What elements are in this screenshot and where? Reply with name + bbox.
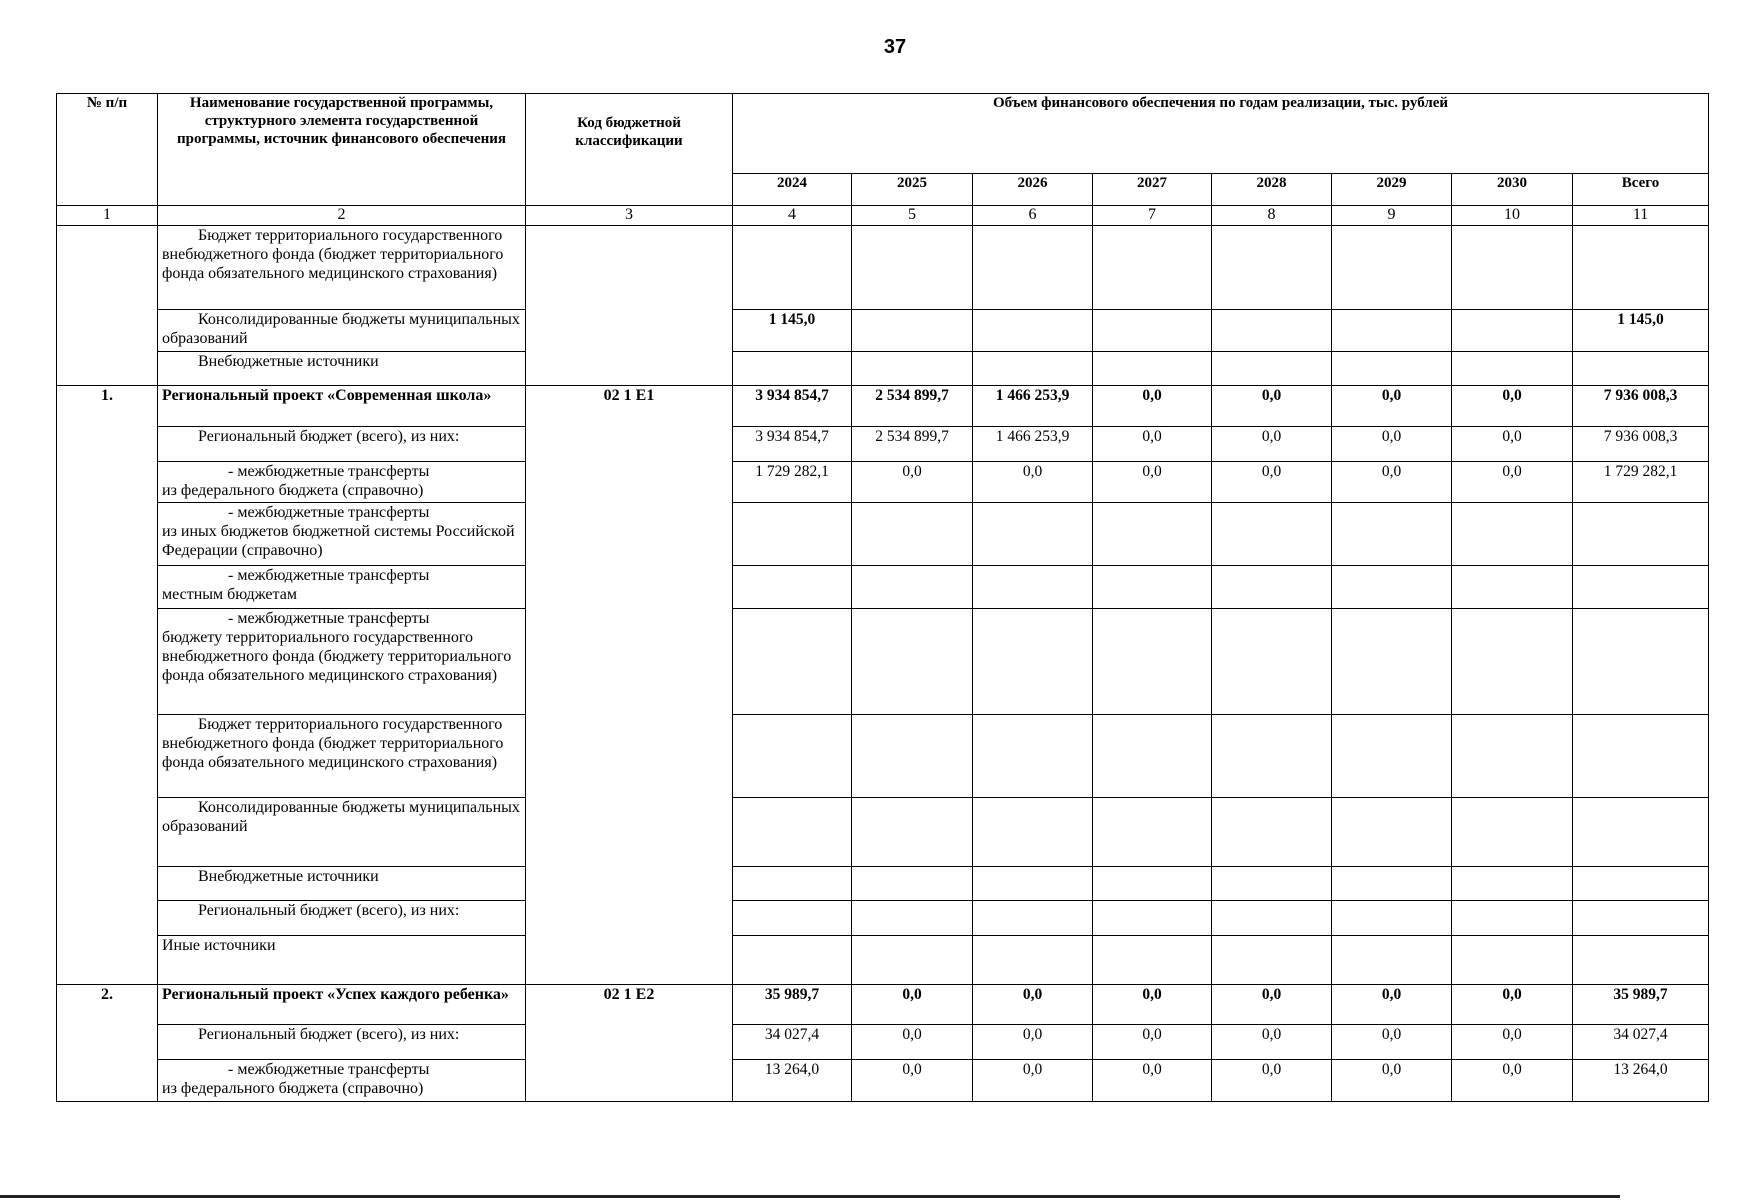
table-row — [57, 715, 1709, 798]
value-cell — [1332, 503, 1452, 566]
value-cell — [1573, 351, 1709, 386]
source-name: Консолидированные бюджеты муниципальных образований — [158, 309, 526, 351]
value-cell — [1093, 609, 1212, 715]
column-number: 5 — [852, 205, 973, 225]
value-cell — [973, 503, 1093, 566]
value-cell — [1212, 798, 1332, 866]
value-cell: 0,0 — [1093, 1060, 1212, 1102]
total-header: Всего — [1573, 174, 1709, 206]
value-cell: 1 145,0 — [733, 309, 852, 351]
value-cell — [1332, 715, 1452, 798]
source-name: Региональный бюджет (всего), из них: — [158, 901, 526, 936]
value-cell: 0,0 — [852, 1060, 973, 1102]
value-cell — [852, 503, 973, 566]
table-row — [57, 609, 1709, 715]
value-cell — [852, 566, 973, 609]
value-cell — [1212, 503, 1332, 566]
year-header: 2030 — [1452, 174, 1573, 206]
year-header: 2024 — [733, 174, 852, 206]
row-number-cell — [57, 226, 158, 386]
value-cell — [1452, 866, 1573, 901]
value-cell: 2 534 899,7 — [852, 386, 973, 427]
value-cell: 1 729 282,1 — [1573, 461, 1709, 503]
value-cell — [1573, 715, 1709, 798]
project-title: Региональный проект «Современная школа» — [158, 386, 526, 427]
value-cell — [852, 935, 973, 984]
source-name: Региональный бюджет (всего), из них: — [158, 1025, 526, 1060]
value-cell — [1573, 935, 1709, 984]
value-cell — [733, 566, 852, 609]
source-name: - межбюджетные трансферты бюджету территориального государственного внебюджетного фонда (бюджету территориального фонда обязательного медицинского страхования) — [158, 609, 526, 715]
value-cell: 34 027,4 — [1573, 1025, 1709, 1060]
value-cell — [1093, 566, 1212, 609]
col-code-header: Код бюджетной классификации — [526, 94, 733, 206]
value-cell — [852, 609, 973, 715]
value-cell — [973, 566, 1093, 609]
page-number: 37 — [883, 36, 907, 58]
value-cell — [1452, 798, 1573, 866]
value-cell: 7 936 008,3 — [1573, 426, 1709, 461]
col-num-header: № п/п — [57, 94, 158, 206]
value-cell: 3 934 854,7 — [733, 386, 852, 427]
value-cell — [733, 798, 852, 866]
year-header: 2025 — [852, 174, 973, 206]
value-cell — [852, 901, 973, 936]
value-cell: 0,0 — [1212, 1025, 1332, 1060]
value-cell: 0,0 — [1332, 386, 1452, 427]
section-number: 1. — [57, 386, 158, 985]
column-number: 11 — [1573, 205, 1709, 225]
value-cell: 35 989,7 — [1573, 984, 1709, 1025]
value-cell — [1212, 609, 1332, 715]
table-row — [57, 935, 1709, 984]
source-name: - межбюджетные трансферты из федерального бюджета (справочно) — [158, 461, 526, 503]
project-row — [57, 984, 1709, 1025]
value-cell: 0,0 — [1212, 1060, 1332, 1102]
value-cell — [1093, 309, 1212, 351]
value-cell: 13 264,0 — [733, 1060, 852, 1102]
value-cell: 0,0 — [973, 1060, 1093, 1102]
value-cell: 0,0 — [1212, 984, 1332, 1025]
column-number: 3 — [526, 205, 733, 225]
value-cell — [1212, 715, 1332, 798]
value-cell — [852, 866, 973, 901]
value-cell — [1332, 866, 1452, 901]
project-row — [57, 386, 1709, 427]
value-cell — [1093, 351, 1212, 386]
value-cell — [1332, 351, 1452, 386]
source-name: Иные источники — [158, 935, 526, 984]
value-cell: 0,0 — [1332, 984, 1452, 1025]
value-cell — [1332, 798, 1452, 866]
value-cell — [1573, 901, 1709, 936]
value-cell — [733, 609, 852, 715]
value-cell — [1093, 715, 1212, 798]
source-name: Консолидированные бюджеты муниципальных образований — [158, 798, 526, 866]
value-cell: 0,0 — [1332, 426, 1452, 461]
source-name: Бюджет территориального государственного внебюджетного фонда (бюджет территориального фонда обязательного медицинского страхования) — [158, 715, 526, 798]
table-row — [57, 866, 1709, 901]
value-cell — [973, 798, 1093, 866]
value-cell — [852, 226, 973, 309]
value-cell: 3 934 854,7 — [733, 426, 852, 461]
column-number: 7 — [1093, 205, 1212, 225]
value-cell — [733, 935, 852, 984]
source-name: - межбюджетные трансферты местным бюджетам — [158, 566, 526, 609]
table-row — [57, 1025, 1709, 1060]
value-cell — [1332, 226, 1452, 309]
value-cell: 0,0 — [973, 984, 1093, 1025]
value-cell — [1212, 935, 1332, 984]
table-row — [57, 503, 1709, 566]
value-cell — [973, 866, 1093, 901]
value-cell — [1332, 609, 1452, 715]
value-cell: 0,0 — [1093, 426, 1212, 461]
table-row — [57, 901, 1709, 936]
header-row — [57, 94, 1709, 174]
value-cell: 2 534 899,7 — [852, 426, 973, 461]
financing-table — [56, 93, 1709, 1102]
value-cell: 0,0 — [1332, 1060, 1452, 1102]
value-cell — [1573, 226, 1709, 309]
value-cell — [1212, 226, 1332, 309]
value-cell: 1 729 282,1 — [733, 461, 852, 503]
value-cell — [733, 866, 852, 901]
value-cell — [973, 935, 1093, 984]
value-cell — [733, 351, 852, 386]
budget-code: 02 1 E2 — [526, 984, 733, 1101]
value-cell: 0,0 — [1452, 461, 1573, 503]
value-cell — [1093, 901, 1212, 936]
column-number: 6 — [973, 205, 1093, 225]
bottom-rule — [0, 1195, 1620, 1198]
value-cell — [1452, 935, 1573, 984]
value-cell: 7 936 008,3 — [1573, 386, 1709, 427]
year-header: 2027 — [1093, 174, 1212, 206]
value-cell — [973, 901, 1093, 936]
column-number: 8 — [1212, 205, 1332, 225]
value-cell — [1452, 226, 1573, 309]
table-row — [57, 798, 1709, 866]
value-cell: 0,0 — [973, 461, 1093, 503]
value-cell — [1212, 901, 1332, 936]
value-cell: 1 466 253,9 — [973, 426, 1093, 461]
table-row — [57, 226, 1709, 309]
value-cell: 1 466 253,9 — [973, 386, 1093, 427]
value-cell: 0,0 — [1332, 461, 1452, 503]
value-cell: 0,0 — [1093, 386, 1212, 427]
value-cell — [1093, 935, 1212, 984]
value-cell: 0,0 — [1332, 1025, 1452, 1060]
value-cell — [1332, 935, 1452, 984]
value-cell — [733, 901, 852, 936]
value-cell — [1452, 309, 1573, 351]
year-header: 2026 — [973, 174, 1093, 206]
col-name-header: Наименование государственной программы, структурного элемента государственной программы, источник финансового обеспечения — [158, 94, 526, 206]
table-row — [57, 309, 1709, 351]
value-cell — [733, 226, 852, 309]
value-cell — [1573, 866, 1709, 901]
value-cell: 35 989,7 — [733, 984, 852, 1025]
code-cell — [526, 226, 733, 386]
value-cell — [973, 715, 1093, 798]
year-header: 2028 — [1212, 174, 1332, 206]
column-number: 2 — [158, 205, 526, 225]
value-cell: 0,0 — [1093, 1025, 1212, 1060]
value-cell — [852, 309, 973, 351]
value-cell: 13 264,0 — [1573, 1060, 1709, 1102]
value-cell: 0,0 — [1093, 984, 1212, 1025]
value-cell — [1452, 609, 1573, 715]
value-cell: 0,0 — [1452, 1060, 1573, 1102]
value-cell — [973, 309, 1093, 351]
value-cell: 0,0 — [1212, 461, 1332, 503]
value-cell — [1452, 901, 1573, 936]
table-row — [57, 426, 1709, 461]
value-cell — [1452, 715, 1573, 798]
value-cell — [1332, 566, 1452, 609]
value-cell — [1093, 798, 1212, 866]
value-cell: 0,0 — [973, 1025, 1093, 1060]
source-name: Региональный бюджет (всего), из них: — [158, 426, 526, 461]
table-row — [57, 351, 1709, 386]
value-cell: 34 027,4 — [733, 1025, 852, 1060]
column-number: 1 — [57, 205, 158, 225]
value-cell — [733, 503, 852, 566]
value-cell — [973, 351, 1093, 386]
value-cell — [1093, 226, 1212, 309]
source-name: Внебюджетные источники — [158, 866, 526, 901]
value-cell: 0,0 — [1452, 984, 1573, 1025]
col-volume-header: Объем финансового обеспечения по годам реализации, тыс. рублей — [733, 94, 1709, 174]
year-header: 2029 — [1332, 174, 1452, 206]
value-cell: 0,0 — [1452, 1025, 1573, 1060]
value-cell — [1093, 503, 1212, 566]
table-row — [57, 461, 1709, 503]
value-cell — [1212, 351, 1332, 386]
value-cell — [1452, 503, 1573, 566]
source-name: - межбюджетные трансферты из иных бюджетов бюджетной системы Российской Федерации (справочно) — [158, 503, 526, 566]
value-cell — [852, 351, 973, 386]
value-cell — [1573, 609, 1709, 715]
source-name: Бюджет территориального государственного внебюджетного фонда (бюджет территориального фонда обязательного медицинского страхования) — [158, 226, 526, 309]
value-cell — [733, 715, 852, 798]
value-cell — [973, 609, 1093, 715]
value-cell — [1332, 901, 1452, 936]
column-number: 10 — [1452, 205, 1573, 225]
table-row — [57, 566, 1709, 609]
value-cell — [852, 715, 973, 798]
value-cell — [1212, 309, 1332, 351]
column-number: 4 — [733, 205, 852, 225]
value-cell — [1332, 309, 1452, 351]
column-numbers-row — [57, 205, 1709, 225]
value-cell — [973, 226, 1093, 309]
value-cell — [1212, 566, 1332, 609]
value-cell — [1573, 566, 1709, 609]
section-number: 2. — [57, 984, 158, 1101]
value-cell — [1452, 351, 1573, 386]
source-name: - межбюджетные трансферты из федерального бюджета (справочно) — [158, 1060, 526, 1102]
value-cell — [1573, 503, 1709, 566]
column-number: 9 — [1332, 205, 1452, 225]
value-cell: 0,0 — [1093, 461, 1212, 503]
value-cell — [1452, 566, 1573, 609]
value-cell: 0,0 — [852, 984, 973, 1025]
source-name: Внебюджетные источники — [158, 351, 526, 386]
table-row — [57, 1060, 1709, 1102]
value-cell: 1 145,0 — [1573, 309, 1709, 351]
value-cell: 0,0 — [1212, 386, 1332, 427]
value-cell — [852, 798, 973, 866]
value-cell — [1573, 798, 1709, 866]
value-cell: 0,0 — [1212, 426, 1332, 461]
value-cell: 0,0 — [852, 1025, 973, 1060]
value-cell: 0,0 — [1452, 386, 1573, 427]
value-cell: 0,0 — [852, 461, 973, 503]
project-title: Региональный проект «Успех каждого ребенка» — [158, 984, 526, 1025]
value-cell: 0,0 — [1452, 426, 1573, 461]
budget-code: 02 1 E1 — [526, 386, 733, 985]
value-cell — [1212, 866, 1332, 901]
value-cell — [1093, 866, 1212, 901]
